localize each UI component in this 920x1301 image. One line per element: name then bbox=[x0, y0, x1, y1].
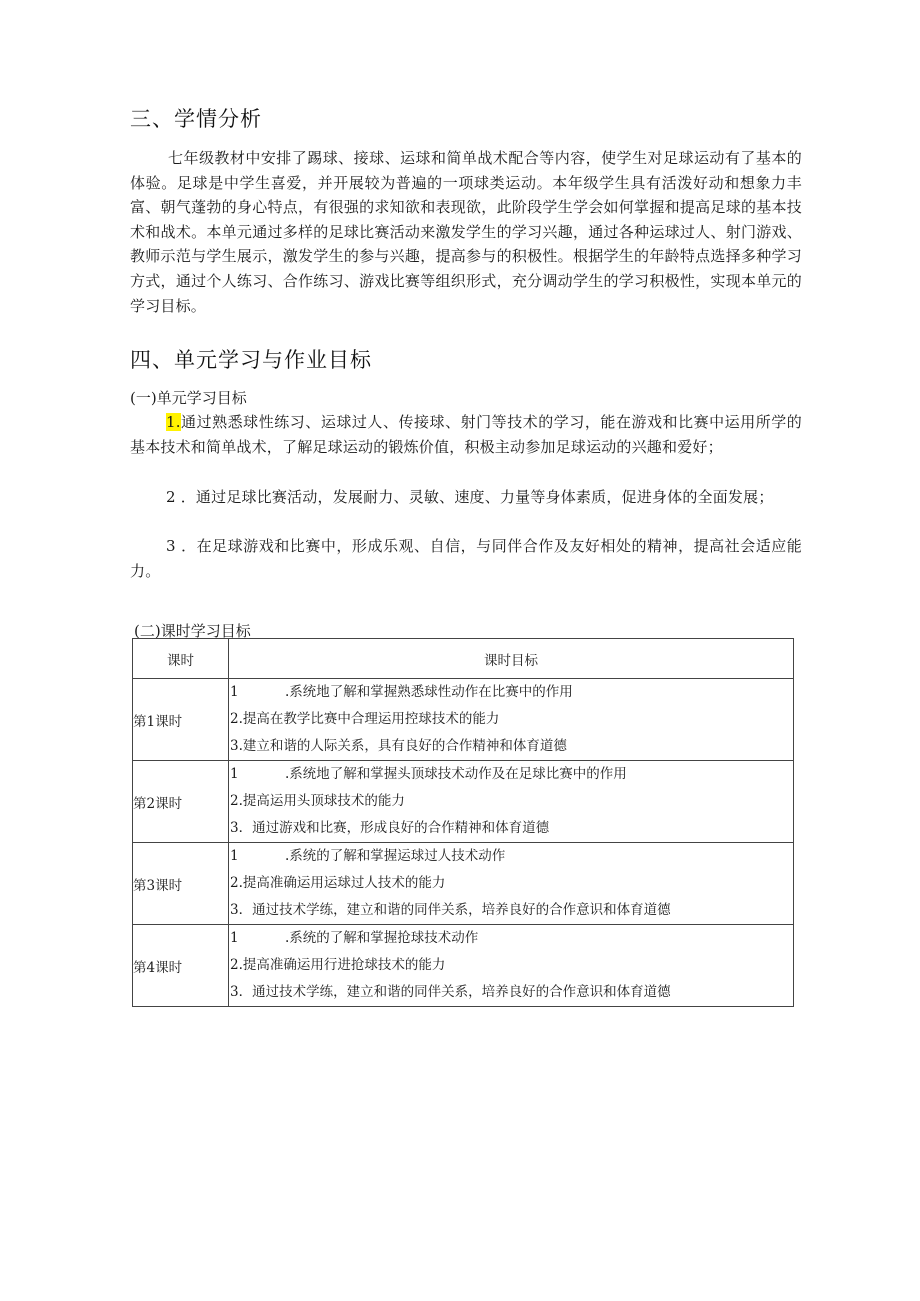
goal-number-highlight: 1. bbox=[166, 413, 181, 431]
item-text: 2.提高在教学比赛中合理运用控球技术的能力 bbox=[230, 711, 500, 727]
unit-goal-1 bbox=[130, 410, 802, 459]
unit-goal-3 bbox=[130, 534, 802, 583]
table-row bbox=[133, 761, 794, 843]
goal-item bbox=[229, 870, 793, 897]
item-text: 3．通过技术学练，建立和谐的同伴关系，培养良好的合作意识和体育道德 bbox=[230, 902, 671, 918]
item-text: .系统地了解和掌握熟悉球性动作在比赛中的作用 bbox=[285, 684, 573, 700]
goal-item bbox=[229, 788, 793, 815]
item-text: 2.提高准确运用行进抢球技术的能力 bbox=[230, 957, 446, 973]
item-number: 1 bbox=[230, 848, 239, 864]
goal-item bbox=[229, 952, 793, 979]
item-text: .系统的了解和掌握运球过人技术动作 bbox=[285, 848, 506, 864]
goal-item bbox=[229, 679, 793, 706]
lesson-goals-table bbox=[132, 638, 794, 1007]
item-number: 1 bbox=[230, 684, 239, 700]
goal-text: 通过熟悉球性练习、运球过人、传接球、射门等技术的学习，能在游戏和比赛中运用所学的基本技术和简单战术，了解足球运动的锻炼价值，积极主动参加足球运动的兴趣和爱好； bbox=[130, 413, 802, 456]
goal-item bbox=[229, 979, 793, 1006]
item-text: 2.提高准确运用运球过人技术的能力 bbox=[230, 875, 446, 891]
goal-number: 2 bbox=[166, 488, 176, 506]
goal-item bbox=[229, 843, 793, 870]
goals-cell bbox=[229, 843, 794, 925]
lesson-cell: 第2课时 bbox=[133, 761, 229, 843]
unit-goal-2 bbox=[130, 485, 802, 510]
item-number: 1 bbox=[230, 930, 239, 946]
table-header-row bbox=[133, 639, 794, 679]
table-row bbox=[133, 679, 794, 761]
table-row bbox=[133, 925, 794, 1007]
goal-text: ．通过足球比赛活动，发展耐力、灵敏、速度、力量等身体素质，促进身体的全面发展； bbox=[180, 488, 774, 506]
learning-analysis-paragraph: 七年级教材中安排了踢球、接球、运球和简单战术配合等内容，使学生对足球运动有了基本的体验。足球是中学生喜爱，并开展较为普遍的一项球类运动。本年级学生具有活泼好动和想象力丰富、朝气蓬勃的身心特点，有很强的求知欲和表现欲，此阶段学生学会如何掌握和提高足球的基本技术和战术。本单元通过多样的足球比赛活动来激发学生的学习兴趣，通过各种运球过人、射门游戏、教师示范与学生展示，激发学生的参与兴趣，提高参与的积极性。根据学生的年龄特点选择多种学习方式，通过个人练习、合作练习、游戏比赛等组织形式，充分调动学生的学习积极性，实现本单元的学习目标。 bbox=[130, 149, 802, 315]
goal-number: 3 bbox=[166, 537, 176, 555]
lesson-cell: 第3课时 bbox=[133, 843, 229, 925]
goal-item bbox=[229, 897, 793, 924]
goals-cell bbox=[229, 761, 794, 843]
lesson-cell: 第1课时 bbox=[133, 679, 229, 761]
header-lesson: 课时 bbox=[133, 639, 229, 679]
section-heading-unit-goals: 四、单元学习与作业目标 bbox=[130, 348, 372, 372]
item-text: 2.提高运用头顶球技术的能力 bbox=[230, 793, 405, 809]
goals-cell bbox=[229, 925, 794, 1007]
goal-item bbox=[229, 925, 793, 952]
item-text: 3．通过技术学练，建立和谐的同伴关系，培养良好的合作意识和体育道德 bbox=[230, 984, 671, 1000]
header-goals: 课时目标 bbox=[229, 639, 794, 679]
goal-item bbox=[229, 706, 793, 733]
item-text: 3．通过游戏和比赛，形成良好的合作精神和体育道德 bbox=[230, 820, 550, 836]
item-text: .系统的了解和掌握抢球技术动作 bbox=[285, 930, 479, 946]
table-row bbox=[133, 843, 794, 925]
lesson-goals-subtitle: (二)课时学习目标 bbox=[134, 622, 251, 640]
goal-item bbox=[229, 733, 793, 760]
section-heading-learning-analysis: 三、学情分析 bbox=[130, 107, 262, 131]
goal-text: ．在足球游戏和比赛中，形成乐观、自信，与同伴合作及友好相处的精神，提高社会适应能力。 bbox=[130, 537, 803, 580]
item-number: 1 bbox=[230, 766, 239, 782]
item-text: 3.建立和谐的人际关系，具有良好的合作精神和体育道德 bbox=[230, 738, 567, 754]
item-text: .系统地了解和掌握头顶球技术动作及在足球比赛中的作用 bbox=[285, 766, 627, 782]
goals-cell bbox=[229, 679, 794, 761]
unit-goals-subtitle: (一)单元学习目标 bbox=[130, 389, 247, 407]
lesson-cell: 第4课时 bbox=[133, 925, 229, 1007]
goal-item bbox=[229, 761, 793, 788]
goal-item bbox=[229, 815, 793, 842]
